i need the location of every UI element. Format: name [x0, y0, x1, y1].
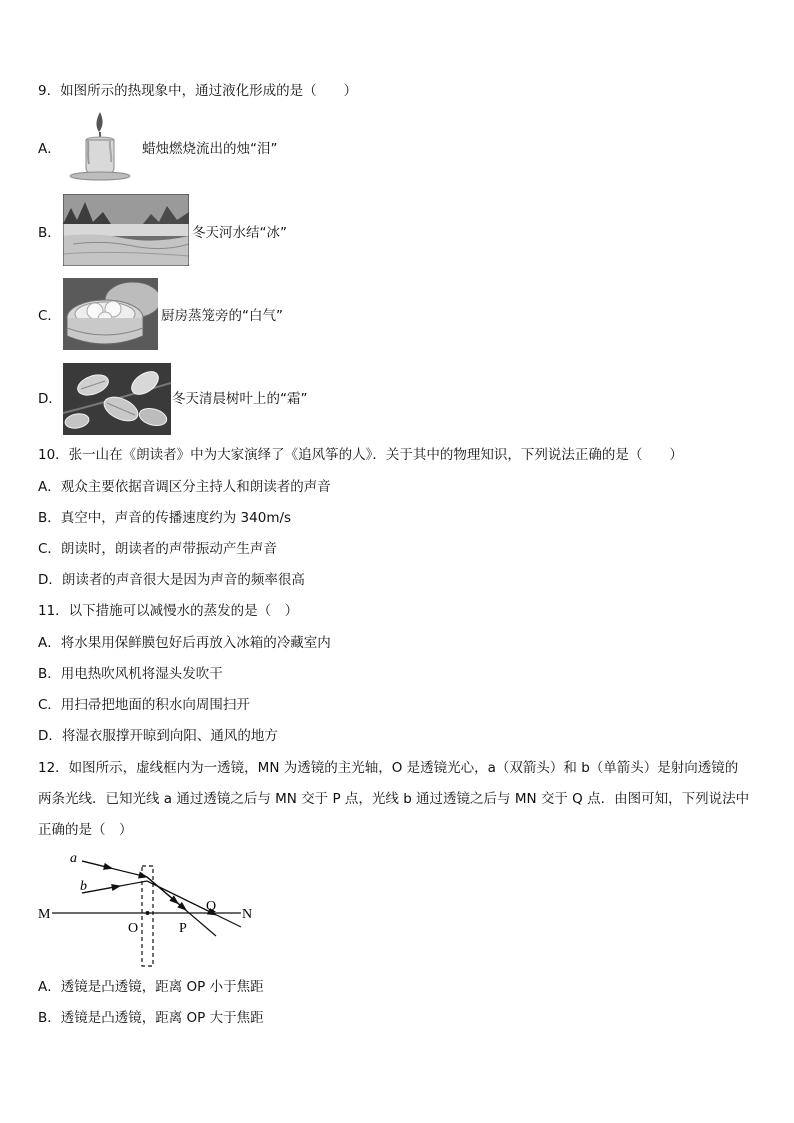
q12-option-a: A．透镜是凸透镜，距离 OP 小于焦距 — [38, 979, 264, 995]
q9-option-c-letter: C． — [38, 308, 61, 324]
q9-option-b-letter: B． — [38, 225, 61, 241]
frost-leaves-image — [63, 363, 171, 435]
candle-image — [66, 110, 138, 182]
label-n: N — [242, 907, 253, 922]
q10-option-a: A．观众主要依据音调区分主持人和朗读者的声音 — [38, 479, 331, 495]
label-p: P — [179, 921, 187, 936]
q10-option-d: D．朗读者的声音很大是因为声音的频率很高 — [38, 572, 305, 588]
q9-option-a-text: 蜡烛燃烧流出的烛“泪” — [142, 141, 278, 157]
q12-stem-line-1: 12．如图所示，虚线框内为一透镜，MN 为透镜的主光轴，O 是透镜光心，a（双箭头）和 b（单箭头）是射向透镜的 — [38, 760, 739, 776]
q9-option-a-letter: A． — [38, 141, 61, 157]
q9-option-c-text: 厨房蒸笼旁的“白气” — [161, 308, 283, 324]
winter-river-image — [63, 194, 189, 266]
q11-option-c: C．用扫帚把地面的积水向周围扫开 — [38, 697, 250, 713]
q12-stem-line-3: 正确的是（ ） — [38, 822, 133, 838]
q9-stem: 9．如图所示的热现象中，通过液化形成的是（ ） — [38, 83, 358, 99]
label-m: M — [38, 907, 51, 922]
q10-option-c: C．朗读时，朗读者的声带振动产生声音 — [38, 541, 277, 557]
q9-option-d-text: 冬天清晨树叶上的“霜” — [172, 391, 308, 407]
q9-option-d-letter: D． — [38, 391, 62, 407]
q12-option-b: B．透镜是凸透镜，距离 OP 大于焦距 — [38, 1010, 264, 1026]
q11-stem: 11．以下措施可以减慢水的蒸发的是（ ） — [38, 603, 299, 619]
steamer-image — [63, 278, 158, 350]
q10-option-b: B．真空中，声音的传播速度约为 340m/s — [38, 510, 292, 526]
optical-center-dot — [146, 911, 150, 915]
q12-stem-line-2: 两条光线．已知光线 a 通过透镜之后与 MN 交于 P 点，光线 b 通过透镜之后与 MN 交于 Q 点．由图可知，下列说法中 — [38, 791, 750, 807]
label-q: Q — [206, 899, 217, 914]
q9-option-b-text: 冬天河水结“冰” — [192, 225, 287, 241]
q11-option-b: B．用电热吹风机将湿头发吹干 — [38, 666, 223, 682]
label-b: b — [80, 879, 87, 894]
q11-option-a: A．将水果用保鲜膜包好后再放入冰箱的冷藏室内 — [38, 635, 331, 651]
q11-option-d: D．将湿衣服撑开晾到向阳、通风的地方 — [38, 728, 278, 744]
q10-stem: 10．张一山在《朗读者》中为大家演绎了《追风筝的人》．关于其中的物理知识，下列说法正确的是（ ） — [38, 447, 683, 463]
label-a: a — [70, 851, 77, 866]
label-o: O — [128, 921, 139, 936]
lens-diagram — [36, 848, 266, 968]
